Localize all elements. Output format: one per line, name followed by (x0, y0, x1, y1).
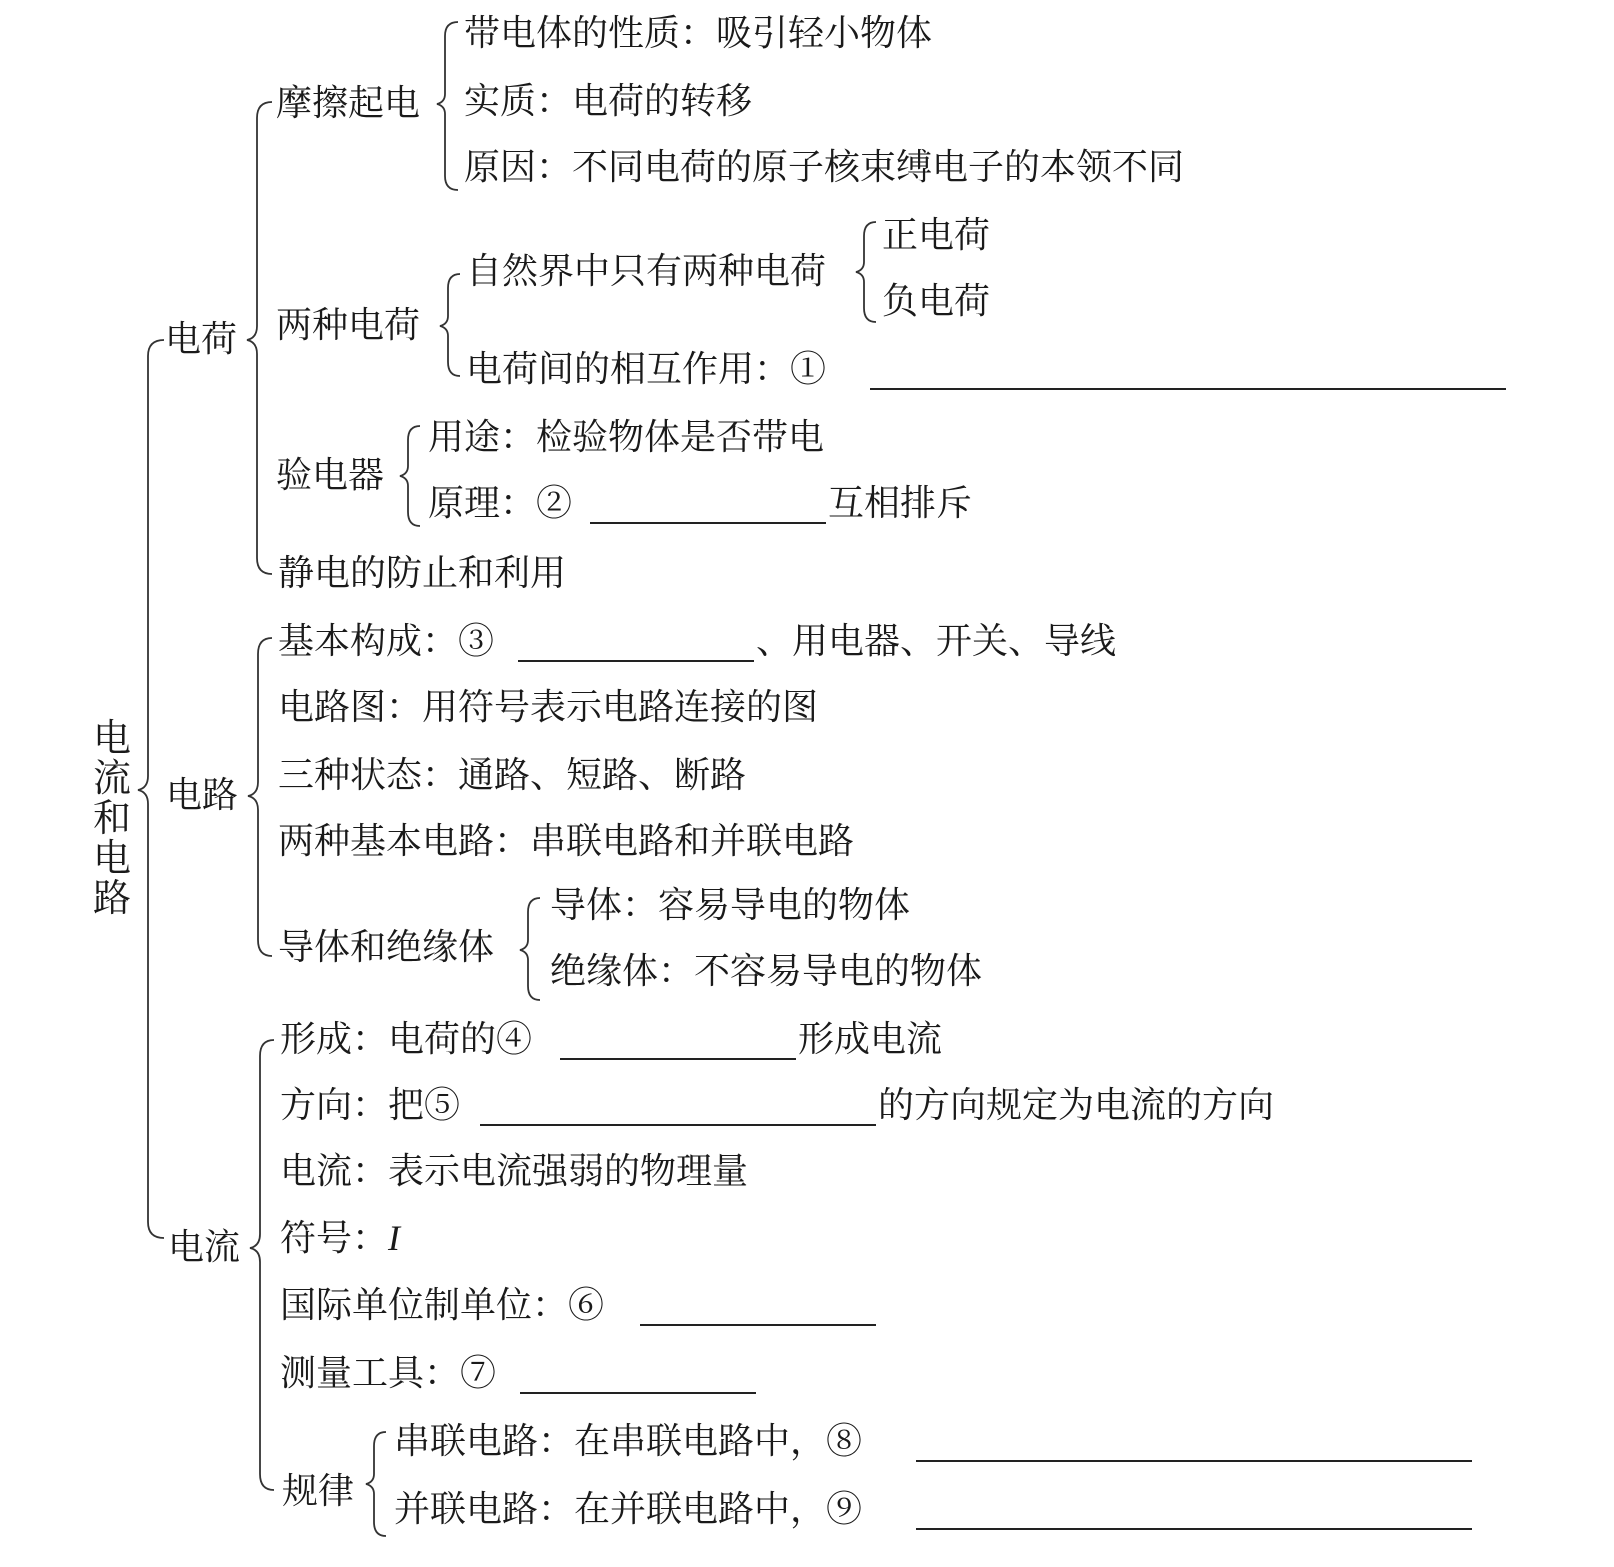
current-meaning: 电流：表示电流强弱的物理量 (280, 1151, 749, 1192)
blank-4 (560, 1058, 796, 1060)
blank-5 (480, 1124, 876, 1126)
conductor-text: 导体：容易导电的物体 (550, 885, 911, 926)
current-label: 电流 (168, 1227, 241, 1268)
blank-2 (590, 522, 826, 524)
electroscope-use: 用途：检验物体是否带电 (428, 417, 825, 458)
friction-label: 摩擦起电 (276, 83, 421, 124)
current-formation-prefix: 形成：电荷的④ (280, 1019, 533, 1060)
insulator-text: 绝缘体：不容易导电的物体 (550, 951, 983, 992)
friction-property: 带电体的性质：吸引轻小物体 (464, 13, 933, 54)
current-symbol-prefix: 符号： (280, 1218, 389, 1259)
circuit-diagram: 电路图：用符号表示电路连接的图 (278, 687, 819, 728)
circuit-brace (248, 638, 272, 956)
current-symbol-line (280, 1216, 400, 1261)
two-kinds-label: 两种电荷 (276, 305, 421, 346)
charge-label: 电荷 (165, 319, 238, 360)
negative-charge: 负电荷 (882, 281, 991, 322)
electroscope-principle-prefix: 原理：② (428, 483, 573, 524)
blank-7 (520, 1392, 756, 1394)
static-electricity: 静电的防止和利用 (278, 553, 567, 594)
current-direction-suffix: 的方向规定为电流的方向 (878, 1085, 1275, 1126)
circuit-basic: 两种基本电路：串联电路和并联电路 (278, 821, 855, 862)
electroscope-label: 验电器 (276, 455, 385, 496)
circuit-states: 三种状态：通路、短路、断路 (278, 755, 747, 796)
circuit-composition-prefix: 基本构成：③ (278, 621, 495, 662)
current-direction-prefix: 方向：把⑤ (280, 1085, 461, 1126)
friction-brace (437, 22, 458, 190)
blank-1 (870, 388, 1506, 390)
current-brace (250, 1040, 274, 1490)
friction-essence: 实质：电荷的转移 (464, 81, 753, 122)
conductors-label: 导体和绝缘体 (278, 927, 495, 968)
law-parallel: 并联电路：在并联电路中，⑨ (394, 1489, 863, 1530)
electroscope-brace (400, 426, 420, 526)
law-label: 规律 (282, 1471, 355, 1512)
charge-brace (247, 102, 272, 574)
blank-9 (916, 1528, 1472, 1530)
root-title: 电流和电路 (92, 716, 131, 920)
current-symbol: I (388, 1218, 401, 1258)
current-unit: 国际单位制单位：⑥ (280, 1285, 605, 1326)
blank-3 (518, 660, 754, 662)
conductors-brace (520, 898, 540, 1000)
blank-6 (640, 1324, 876, 1326)
current-formation-suffix: 形成电流 (798, 1019, 943, 1060)
kinds-brace (856, 222, 876, 322)
law-brace (366, 1432, 386, 1536)
electroscope-principle-suffix: 互相排斥 (828, 483, 973, 524)
circuit-composition-suffix: 、用电器、开关、导线 (756, 621, 1117, 662)
friction-cause: 原因：不同电荷的原子核束缚电子的本领不同 (464, 147, 1185, 188)
two-kinds-brace (440, 274, 460, 376)
law-series: 串联电路：在串联电路中，⑧ (394, 1421, 863, 1462)
current-tool: 测量工具：⑦ (280, 1353, 497, 1394)
circuit-label: 电路 (166, 775, 239, 816)
two-kinds-nature: 自然界中只有两种电荷 (466, 251, 827, 292)
positive-charge: 正电荷 (882, 215, 991, 256)
blank-8 (916, 1460, 1472, 1462)
root-brace (138, 340, 164, 1238)
charge-interaction: 电荷间的相互作用：① (466, 349, 827, 390)
